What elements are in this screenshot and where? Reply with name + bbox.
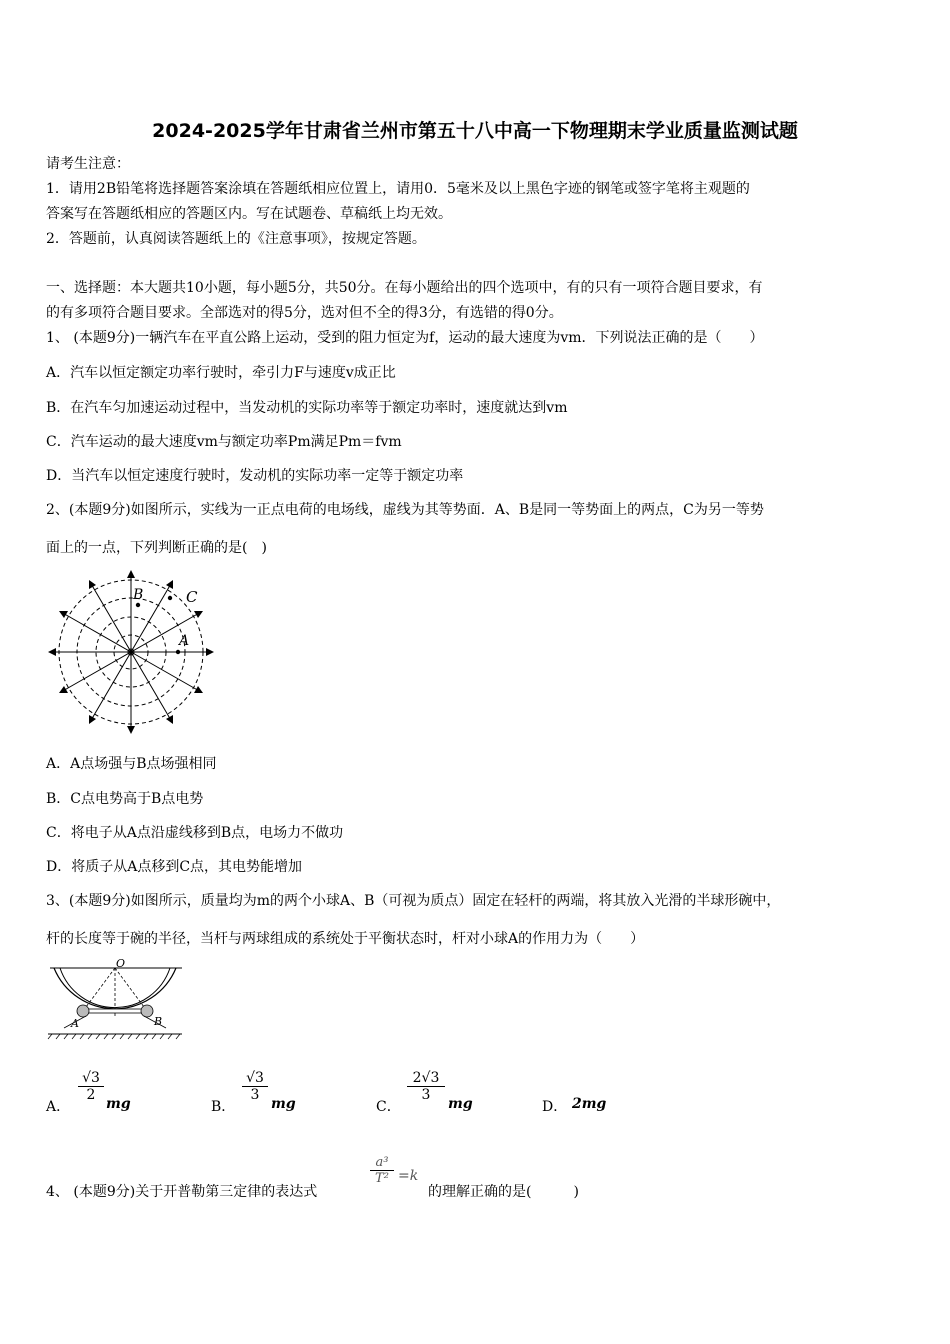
section-intro-1: 一、选择题：本大题共10小题，每小题5分，共50分。在每小题给出的四个选项中，有的只有一项符合题目要求，有 [46, 280, 763, 296]
q3-option-d-text: 2mg [572, 1096, 607, 1112]
kepler-formula-fraction [370, 1155, 394, 1186]
kepler-formula-rhs: =k [398, 1168, 419, 1184]
label-c: C [186, 588, 198, 606]
q3-option-c-numerator: 2√3 [407, 1070, 445, 1087]
q3-option-b-unit: mg [271, 1096, 296, 1112]
notice-item-2: 2．答题前，认真阅读答题纸上的《注意事项》，按规定答题。 [46, 231, 426, 247]
q2-option-c: C．将电子从A点沿虚线移到B点，电场力不做功 [46, 825, 344, 841]
q3-option-b-denominator: 3 [250, 1087, 260, 1103]
q2-option-a: A．A点场强与B点场强相同 [46, 756, 217, 772]
q3-option-a-denominator: 2 [86, 1087, 96, 1103]
section-intro-2: 的有多项符合题目要求。全部选对的得5分，选对但不全的得3分，有选错的得0分。 [46, 305, 563, 321]
q4-stem-pre: 4、 (本题9分)关于开普勒第三定律的表达式 [46, 1184, 318, 1200]
kepler-formula-denominator: T² [375, 1171, 389, 1186]
q3-option-d-label: D． [542, 1099, 568, 1115]
q3-option-c-fraction [407, 1070, 445, 1103]
label-b: B [133, 587, 144, 603]
label-o: O [116, 957, 126, 970]
q2-stem-2: 面上的一点，下列判断正确的是( ) [46, 540, 267, 556]
kepler-formula-numerator: a³ [370, 1155, 394, 1171]
q1-option-d: D．当汽车以恒定速度行驶时，发动机的实际功率一定等于额定功率 [46, 468, 464, 484]
q3-option-c-label: C． [376, 1099, 401, 1115]
page-title: 2024-2025学年甘肃省兰州市第五十八中高一下物理期末学业质量监测试题 [152, 120, 798, 142]
q3-option-a-numerator: √3 [78, 1070, 104, 1087]
q3-option-c-unit: mg [448, 1096, 473, 1112]
label-b: B [154, 1015, 163, 1028]
q2-option-b: B．C点电势高于B点电势 [46, 791, 204, 807]
point-a-marker [176, 650, 180, 654]
q4-stem-post: 的理解正确的是( ) [428, 1184, 579, 1200]
q3-option-b-fraction [242, 1070, 268, 1103]
notice-heading: 请考生注意： [46, 156, 130, 172]
notice-item-1b: 答案写在答题纸相应的答题区内。写在试题卷、草稿纸上均无效。 [46, 206, 452, 222]
electric-field-figure [46, 568, 218, 738]
q3-option-a-label: A． [46, 1099, 71, 1115]
q1-stem: 1、 (本题9分)一辆汽车在平直公路上运动，受到的阻力恒定为f，运动的最大速度为vm．下列说法正确的是（ ） [46, 330, 764, 346]
q1-option-a: A．汽车以恒定额定功率行驶时，牵引力F与速度v成正比 [46, 365, 396, 381]
label-a: A [179, 633, 190, 649]
q2-stem-1: 2、(本题9分)如图所示，实线为一正点电荷的电场线，虚线为其等势面．A、B是同一等势面上的两点，C为另一等势 [46, 502, 764, 518]
bowl-figure [46, 956, 186, 1040]
notice-item-1a: 1．请用2B铅笔将选择题答案涂填在答题纸相应位置上，请用0．5毫米及以上黑色字迹的钢笔或签字笔将主观题的 [46, 181, 750, 197]
q3-option-a-unit: mg [106, 1096, 131, 1112]
q3-option-b-numerator: √3 [242, 1070, 268, 1087]
label-a: A [71, 1017, 79, 1030]
q1-option-b: B．在汽车匀加速运动过程中，当发动机的实际功率等于额定功率时，速度就达到vm [46, 400, 568, 416]
point-c-marker [168, 596, 172, 600]
q3-option-a-fraction [78, 1070, 104, 1103]
q3-option-b-label: B． [211, 1099, 236, 1115]
q2-option-d: D．将质子从A点移到C点，其电势能增加 [46, 859, 303, 875]
q3-stem-1: 3、(本题9分)如图所示，质量均为m的两个小球A、B（可视为质点）固定在轻杆的两端，将其放入光滑的半球形碗中， [46, 893, 781, 909]
q3-option-c-denominator: 3 [421, 1087, 431, 1103]
q3-stem-2: 杆的长度等于碗的半径，当杆与两球组成的系统处于平衡状态时，杆对小球A的作用力为（ ） [46, 931, 645, 947]
q1-option-c: C．汽车运动的最大速度vm与额定功率Pm满足Pm＝fvm [46, 434, 402, 450]
point-b-marker [136, 603, 140, 607]
